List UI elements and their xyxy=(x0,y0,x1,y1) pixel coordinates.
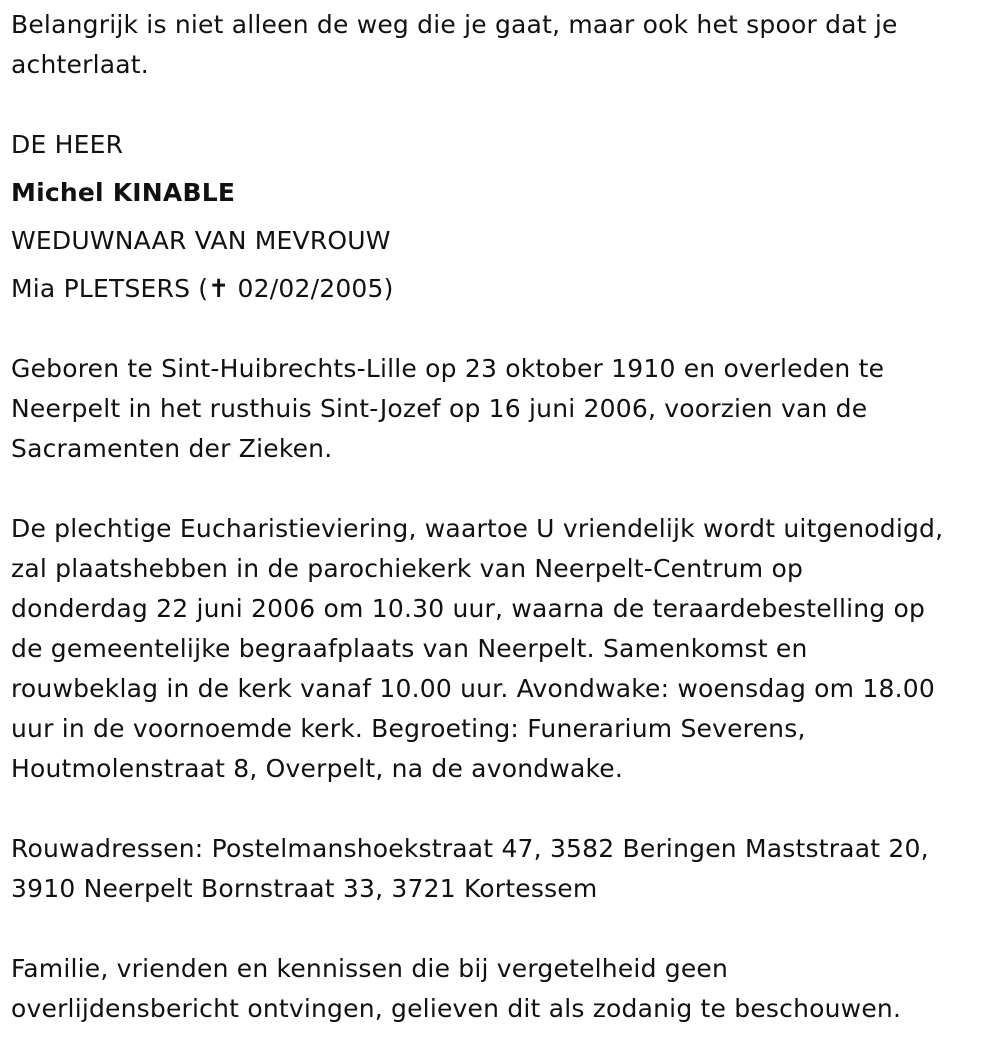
addresses-line-2: 3910 Neerpelt Bornstraat 33, 3721 Kortessem xyxy=(11,874,598,903)
birth-death-line-3: Sacramenten der Zieken. xyxy=(11,434,333,463)
quote-line-2: achterlaat. xyxy=(11,50,149,79)
ceremony-line-2: zal plaatshebben in de parochiekerk van Neerpelt-Centrum op xyxy=(11,554,804,583)
closing-line-2: overlijdensbericht ontvingen, gelieven dit als zodanig te beschouwen. xyxy=(11,994,902,1023)
quote-line-1: Belangrijk is niet alleen de weg die je gaat, maar ook het spoor dat je xyxy=(11,10,898,39)
birth-death-line-2: Neerpelt in het rusthuis Sint-Jozef op 16 juni 2006, voorzien van de xyxy=(11,394,868,423)
ceremony-line-3: donderdag 22 juni 2006 om 10.30 uur, waarna de teraardebestelling op xyxy=(11,594,926,623)
honorific-title: DE HEER xyxy=(11,130,124,159)
ceremony-line-6: uur in de voornoemde kerk. Begroeting: Funerarium Severens, xyxy=(11,714,806,743)
closing-line-1: Familie, vrienden en kennissen die bij vergetelheid geen xyxy=(11,954,729,983)
ceremony-line-5: rouwbeklag in de kerk vanaf 10.00 uur. Avondwake: woensdag om 18.00 xyxy=(11,674,935,703)
addresses-line-1: Rouwadressen: Postelmanshoekstraat 47, 3582 Beringen Maststraat 20, xyxy=(11,834,929,863)
ceremony-line-4: de gemeentelijke begraafplaats van Neerpelt. Samenkomst en xyxy=(11,634,808,663)
deceased-name: Michel KINABLE xyxy=(11,178,236,207)
birth-death-line-1: Geboren te Sint-Huibrechts-Lille op 23 oktober 1910 en overleden te xyxy=(11,354,885,383)
widower-label: WEDUWNAAR VAN MEVROUW xyxy=(11,226,391,255)
spouse-name: Mia PLETSERS (✝ 02/02/2005) xyxy=(11,274,394,303)
ceremony-line-1: De plechtige Eucharistieviering, waartoe U vriendelijk wordt uitgenodigd, xyxy=(11,514,944,543)
ceremony-line-7: Houtmolenstraat 8, Overpelt, na de avondwake. xyxy=(11,754,623,783)
